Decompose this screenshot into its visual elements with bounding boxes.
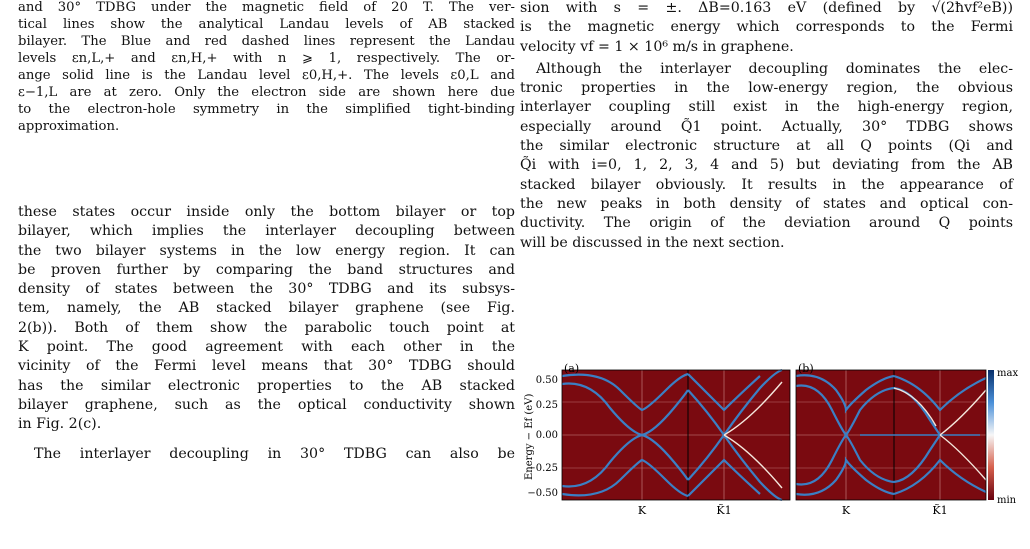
- caption-line: tical lines show the analytical Landau levels of AB stacked: [18, 17, 515, 32]
- paragraph-main: [520, 60, 1013, 253]
- caption-line: ε−1,L are at zero. Only the electron side are shown here due: [18, 85, 515, 100]
- figure-caption: [18, 0, 515, 135]
- y-tick: 0.25: [535, 400, 558, 411]
- caption-line: ange solid line is the Landau level ε0,H,+. The levels ε0,L and: [18, 68, 515, 83]
- y-tick: −0.50: [527, 488, 558, 499]
- text-line: density of states between the 30° TDBG and its subsys-: [18, 281, 515, 298]
- text-line: Q̃i with i=0, 1, 2, 3, 4 and 5) but deviating from the AB: [520, 157, 1013, 174]
- band-structure-figure: [520, 360, 1019, 545]
- paragraph-1: [18, 203, 515, 435]
- text-line: the new peaks in both density of states and optical con-: [520, 195, 1013, 212]
- text-line: has the similar electronic properties to the AB stacked: [18, 377, 515, 394]
- text-line: especially around Q̃1 point. Actually, 30° TDBG shows: [520, 118, 1013, 135]
- text-line: vicinity of the Fermi level means that 30° TDBG should: [18, 358, 515, 375]
- colorbar-min-label: min: [997, 495, 1017, 506]
- caption-line: approximation.: [18, 119, 120, 134]
- text-line: Although the interlayer decoupling dominates the elec-: [536, 60, 1013, 77]
- y-tick: −0.25: [527, 463, 558, 474]
- text-line: these states occur inside only the bottom bilayer or top: [18, 204, 515, 220]
- y-tick: 0.00: [535, 430, 558, 441]
- panel-a: [562, 362, 790, 500]
- x-tick-k1-a: K̃1: [716, 504, 732, 517]
- text-line: be proven further by comparing the band structures and: [18, 261, 515, 278]
- text-line: bilayer, which implies the interlayer decoupling between: [18, 223, 515, 240]
- colorbar-max-label: max: [997, 368, 1019, 379]
- text-line: sion with s = ±. ΔB=0.163 eV (defined by √(2ħvf²eB)): [520, 0, 1013, 16]
- x-tick-k-a: K: [637, 504, 647, 517]
- text-line: interlayer coupling still exist in the high-energy region,: [520, 99, 1013, 116]
- x-tick-k-b: K: [841, 504, 851, 517]
- text-line: stacked bilayer obviously. It results in the appearance of: [520, 176, 1013, 193]
- text-line: in Fig. 2(c).: [18, 416, 102, 433]
- text-line: 2(b)). Both of them show the parabolic touch point at: [18, 319, 515, 336]
- figure-svg: [520, 360, 1019, 545]
- caption-line: bilayer. The Blue and red dashed lines represent the Landau: [18, 34, 515, 49]
- panel-a-label: (a): [564, 362, 580, 375]
- right-column: [520, 0, 1013, 253]
- colorbar: [988, 370, 994, 500]
- x-tick-k1-b: K̃1: [932, 504, 948, 517]
- text-line: will be discussed in the next section.: [520, 234, 785, 251]
- text-line: bilayer graphene, such as the optical conductivity shown: [18, 396, 515, 413]
- text-line: the two bilayer systems in the low energy region. It can: [18, 242, 515, 259]
- caption-line: and 30° TDBG under the magnetic field of 20 T. The ver-: [18, 0, 515, 15]
- panel-b-label: (b): [798, 362, 814, 375]
- left-column: [18, 0, 515, 464]
- caption-line: to the electron-hole symmetry in the simplified tight-binding: [18, 102, 515, 117]
- panel-b: [796, 362, 986, 500]
- text-line: tem, namely, the AB stacked bilayer graphene (see Fig.: [18, 300, 515, 317]
- text-line: velocity vf = 1 × 10⁶ m/s in graphene.: [520, 38, 794, 55]
- text-line: K point. The good agreement with each other in the: [18, 339, 515, 356]
- text-line: tronic properties in the low-energy region, the obvious: [520, 80, 1013, 97]
- y-axis-label: Energy − Ef (eV): [524, 393, 535, 480]
- paragraph-2-start: [18, 445, 515, 464]
- text-line: the similar electronic structure at all Q points (Qi and: [520, 138, 1013, 155]
- text-line: ductivity. The origin of the deviation around Q points: [520, 215, 1013, 232]
- text-line: is the magnetic energy which corresponds to the Fermi: [520, 19, 1013, 36]
- y-tick: 0.50: [535, 375, 558, 386]
- caption-line: levels εn,L,+ and εn,H,+ with n ⩾ 1, respectively. The or-: [18, 51, 515, 66]
- paragraph-top: [520, 0, 1013, 57]
- text-line: The interlayer decoupling in 30° TDBG can also be: [34, 445, 515, 462]
